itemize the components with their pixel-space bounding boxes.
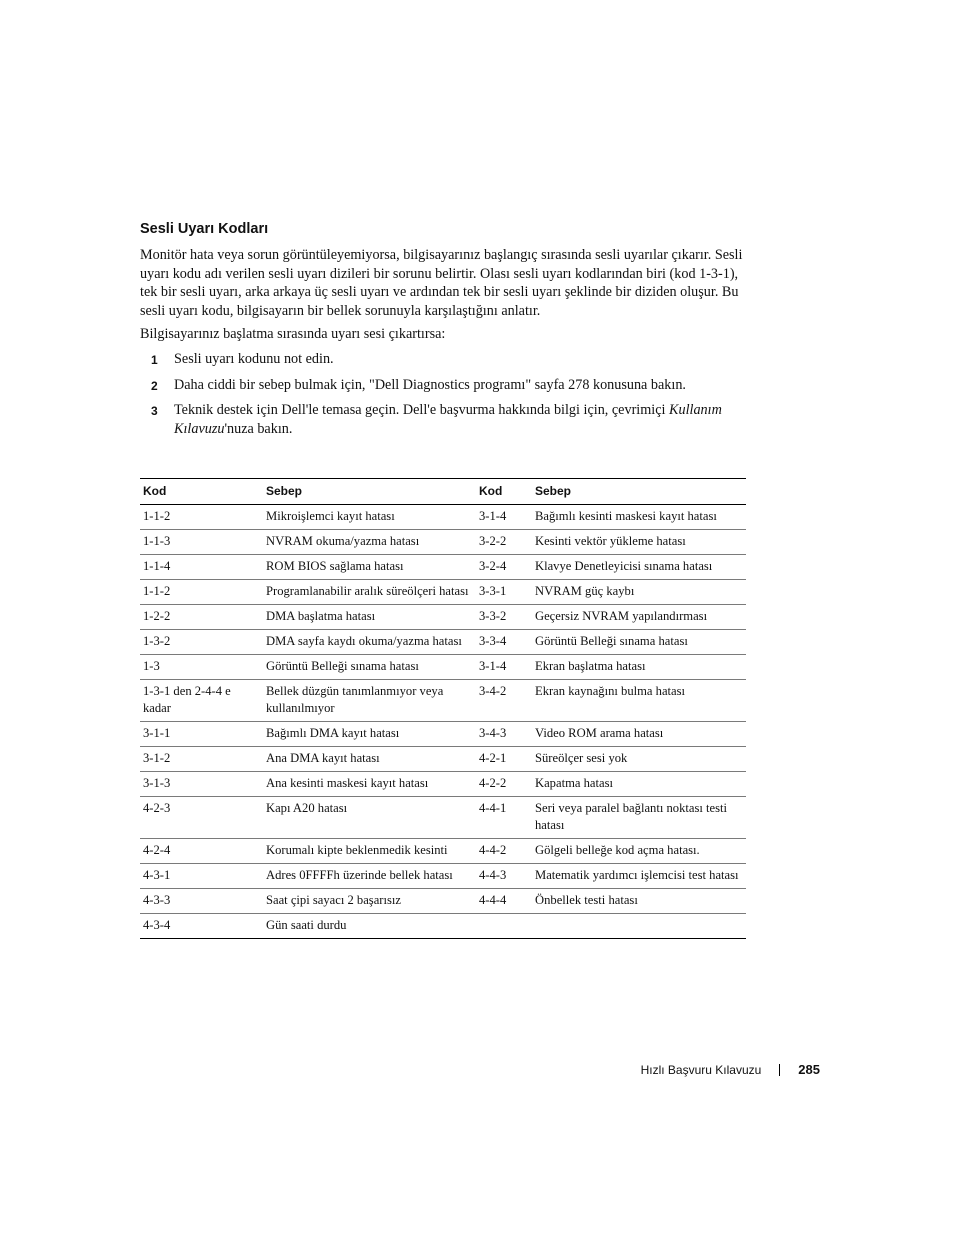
cell-code: 3-1-3: [143, 776, 171, 790]
table-row: [140, 914, 746, 939]
cell-code: 4-4-2: [479, 843, 507, 857]
step-number: 3: [151, 404, 158, 419]
cell-code: 4-3-1: [143, 868, 171, 882]
cell-cause: Gün saati durdu: [266, 918, 347, 932]
table-row: [140, 505, 746, 530]
cell-cause: Klavye Denetleyicisi sınama hatası: [535, 559, 713, 573]
table-row: [140, 889, 746, 914]
cell-code: 4-2-4: [143, 843, 171, 857]
page-footer: [641, 1062, 820, 1077]
cell-cause: Ekran kaynağını bulma hatası: [535, 684, 686, 698]
cell-code: 3-4-2: [479, 684, 507, 698]
cell-code: 4-2-3: [143, 801, 171, 815]
section-title: Sesli Uyarı Kodları: [140, 221, 269, 237]
cell-code: 1-1-2: [143, 584, 171, 598]
page-number: 285: [798, 1062, 820, 1077]
cell-cause: Süreölçer sesi yok: [535, 751, 628, 765]
table-row: [140, 555, 746, 580]
cell-cause: Görüntü Belleği sınama hatası: [266, 659, 419, 673]
cell-code: 1-2-2: [143, 609, 171, 623]
header-code: Kod: [143, 484, 167, 498]
cell-cause: Geçersiz NVRAM yapılandırması: [535, 609, 708, 623]
step-text-before: Teknik destek için Dell'le temasa geçin. Dell'e başvurma hakkında bilgi için, çevrimiçi: [174, 402, 670, 419]
table-row: [140, 772, 746, 797]
step-item: [140, 401, 755, 438]
cell-cause: Saat çipi sayacı 2 başarısız: [266, 893, 401, 907]
table-body: [140, 505, 746, 939]
header-cause: Sebep: [535, 484, 572, 498]
step-text: Sesli uyarı kodunu not edin.: [174, 350, 334, 367]
cell-code: 3-1-2: [143, 751, 171, 765]
cell-cause: Seri veya paralel bağlantı noktası testi hatası: [535, 801, 727, 832]
cell-code: 4-3-3: [143, 893, 171, 907]
table-row: [140, 680, 746, 722]
table-row: [140, 864, 746, 889]
table-row: [140, 655, 746, 680]
cell-code: 4-4-4: [479, 893, 507, 907]
guide-title: Hızlı Başvuru Kılavuzu: [640, 1062, 762, 1077]
cell-code: 3-1-1: [143, 726, 171, 740]
cell-cause: NVRAM güç kaybı: [535, 584, 635, 598]
table-row: [140, 530, 746, 555]
table-row: [140, 722, 746, 747]
cell-code: 3-2-4: [479, 559, 507, 573]
step-item: [140, 350, 755, 370]
table-row: [140, 580, 746, 605]
cell-cause: DMA başlatma hatası: [266, 609, 376, 623]
cell-cause: Adres 0FFFFh üzerinde bellek hatası: [266, 868, 453, 882]
cell-code: 1-1-3: [143, 534, 171, 548]
cell-cause: Önbellek testi hatası: [535, 893, 638, 907]
step-text-after: 'nuza bakın.: [224, 420, 293, 437]
cell-code: 4-4-3: [479, 868, 507, 882]
cell-cause: Kesinti vektör yükleme hatası: [535, 534, 686, 548]
cell-code: 3-3-2: [479, 609, 507, 623]
cell-cause: Kapatma hatası: [535, 776, 613, 790]
cell-cause: Bellek düzgün tanımlanmıyor veya kullanılmıyor: [266, 684, 444, 715]
cell-cause: DMA sayfa kaydı okuma/yazma hatası: [266, 634, 462, 648]
cell-code: 4-2-1: [479, 751, 507, 765]
cell-cause: Kapı A20 hatası: [266, 801, 348, 815]
cell-cause: Video ROM arama hatası: [535, 726, 664, 740]
cell-code: 3-1-4: [479, 659, 507, 673]
table-row: [140, 605, 746, 630]
header-cause: Sebep: [266, 484, 303, 498]
cell-cause: [532, 914, 746, 939]
cell-code: 1-3-1 den 2-4-4 e kadar: [143, 684, 231, 715]
cell-cause: Gölgeli belleğe kod açma hatası.: [535, 843, 700, 857]
table-row: [140, 747, 746, 772]
cell-cause: Programlanabilir aralık süreölçeri hatası: [266, 584, 469, 598]
cell-code: 3-1-4: [479, 509, 507, 523]
table-row: [140, 839, 746, 864]
step-text: Daha ciddi bir sebep bulmak için, "Dell Diagnostics programı" sayfa 278 konusuna bakın.: [174, 376, 686, 393]
cell-cause: ROM BIOS sağlama hatası: [266, 559, 404, 573]
step-number: 1: [151, 352, 158, 367]
step-item: [140, 376, 755, 396]
cell-code: 1-3: [143, 659, 160, 673]
cell-cause: Ana DMA kayıt hatası: [266, 751, 380, 765]
table-row: [140, 797, 746, 839]
cell-cause: NVRAM okuma/yazma hatası: [266, 534, 420, 548]
step-number: 2: [151, 378, 158, 393]
cell-code: 3-4-3: [479, 726, 507, 740]
steps-list: [140, 350, 755, 438]
header-code: Kod: [479, 484, 503, 498]
cell-code: 4-4-1: [479, 801, 507, 815]
intro-paragraph: Monitör hata veya sorun görüntüleyemiyorsa, bilgisayarınız başlangıç sırasında sesli uyarılar çıkarır. Sesli uyarı kodu adı verilen sesli uyarı dizileri bir sorunu belirtir. Olası sesli uyarı kodlarından biri (kod 1-3-1), tek bir sesli uyarı, arka arkaya üç sesli uyarı ve ardından tek bir sesli uyarı şeklinde bir diziden oluşur. Bu sesli uyarı kodu, bilgisayarın bir bellek sorunuyla karşılaştığını anlatır.: [140, 247, 743, 319]
cell-code: 4-2-2: [479, 776, 507, 790]
footer-divider: [779, 1064, 780, 1076]
cell-code: 3-2-2: [479, 534, 507, 548]
cell-code: 1-1-4: [143, 559, 171, 573]
lead-paragraph: Bilgisayarınız başlatma sırasında uyarı sesi çıkartırsa:: [140, 326, 446, 343]
table-row: [140, 630, 746, 655]
cell-code: 3-3-1: [479, 584, 507, 598]
cell-cause: Mikroişlemci kayıt hatası: [266, 509, 395, 523]
cell-code: 1-1-2: [143, 509, 171, 523]
step-text: [174, 401, 755, 438]
cell-cause: Ekran başlatma hatası: [535, 659, 646, 673]
cell-cause: Görüntü Belleği sınama hatası: [535, 634, 688, 648]
cell-cause: Bağımlı kesinti maskesi kayıt hatası: [535, 509, 717, 523]
cell-cause: Matematik yardımcı işlemcisi test hatası: [535, 868, 739, 882]
main-content: [140, 220, 755, 444]
cell-code: [476, 914, 532, 939]
cell-cause: Korumalı kipte beklenmedik kesinti: [266, 843, 448, 857]
user-guide-title: Kullanım Kılavuzu: [174, 402, 722, 437]
cell-cause: Bağımlı DMA kayıt hatası: [266, 726, 400, 740]
beep-codes-table: [140, 478, 746, 939]
table-header-row: [140, 479, 746, 505]
cell-code: 1-3-2: [143, 634, 171, 648]
cell-code: 3-3-4: [479, 634, 507, 648]
cell-code: 4-3-4: [143, 918, 171, 932]
cell-cause: Ana kesinti maskesi kayıt hatası: [266, 776, 429, 790]
